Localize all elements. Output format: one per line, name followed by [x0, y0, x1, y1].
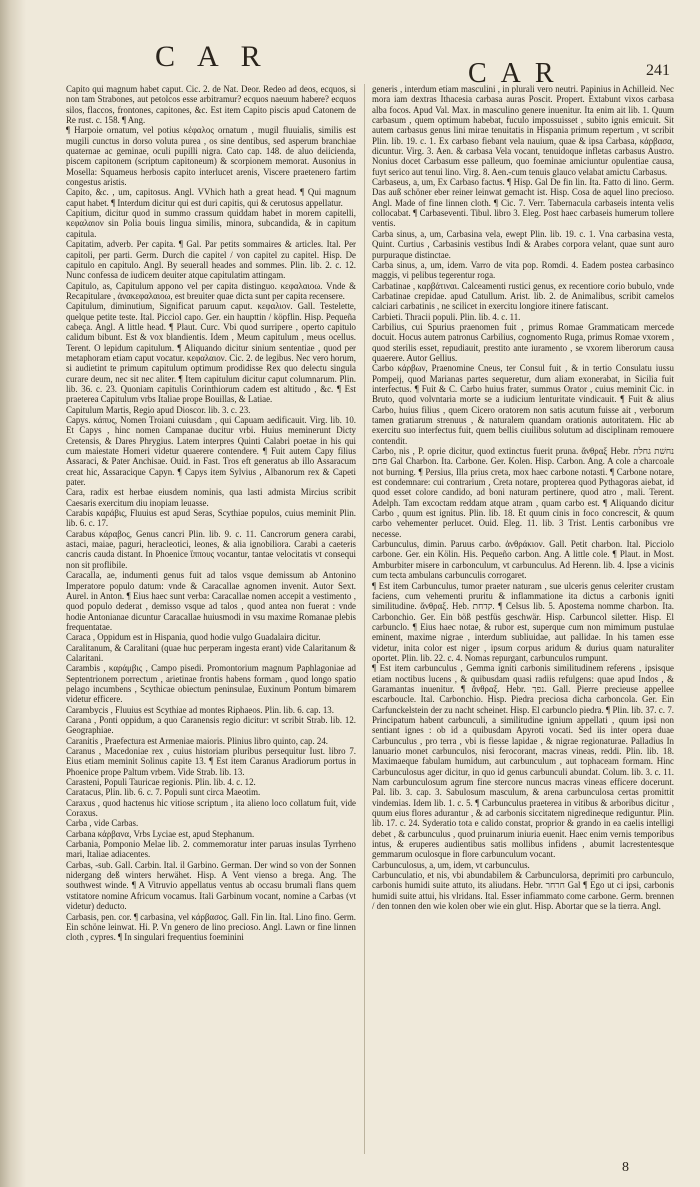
dictionary-entry: Caranus , Macedoniae rex , cuius historiam pluribus persequitur Iust. libro 7. Eius etiam meminit Solinus capite 13. ¶ Est item Caranus Aradiorum portus in Phoenice prope Paltum vrbem. Vide Strab. lib. 13.: [66, 746, 356, 777]
dictionary-entry: Caraca , Oppidum est in Hispania, quod hodie vulgo Guadalaira dicitur.: [66, 632, 321, 643]
dictionary-entry: Capitulum Martis, Regio apud Dioscor. lib. 3. c. 23.: [66, 404, 251, 415]
dictionary-entry: Carbania, Pomponio Melae lib. 2. commemoratur inter paruas insulas Tyrrheno mari, Italiae adiacentes.: [66, 839, 356, 860]
dictionary-entry: Carbas, -sub. Gall. Carbin. Ital. il Garbino. German. Der wind so von der Sonnen nidergang deß winters herwähet. Hisp. A Vent vienso a brega. Ang. The southwest winde. ¶ A Vitruvio appellatus ventus ab occasu brumali flans quem vstitatore nomine Africum vocamus. Itali Garbinum vocant, nomine a Carbas (vt videtur) deducto.: [66, 859, 356, 912]
dictionary-entry: Capys. κάπυς, Nomen Troiani cuiusdam , qui Capuam aedificauit. Virg. lib. 10. Et Capys , hinc nomen Campanae ducitur vrbi. Huius meminerunt Dicty Cretensis, & Dares Phrygius. Latem interpres Quinti Calabri poetae in his qui cum maiestate Homeri videtur quaerere contendere. ¶ Fuit autem Capy filius Assaraci, & Pater Anchisae. Ouid. in Fast. Tros eft generatus ab illo Assaracum creat hic, Assaracique Capyn. ¶ Capys item Sylvius , Albanorum rex & Capeti pater.: [66, 415, 356, 488]
dictionary-entry: Carambis , καράμβις , Campo pisedi. Promontorium magnum Paphlagoniae ad Septentrionem porrectum , arietinae frontis habens formam , quod longo spatio pelago incumbens , Scythicae obiectum peninsulae, Euxinum Pontum bimarem videtur efficere.: [66, 663, 356, 705]
dictionary-entry: Carbatinae , καρβάτιναι. Calceamenti rustici genus, ex recentiore corio bubulo, vnde Carbatinae crepidae. apud Catullum. Arist. lib. 2. de Animalibus, scribit camelos calciari carbatinis , ne scilicet in exercitu longiore itinere fatiscant.: [372, 280, 674, 312]
left-column: [66, 84, 356, 1164]
dictionary-entry: Carana , Ponti oppidum, a quo Caranensis regio dicitur: vt scribit Strab. lib. 12. Geographiae.: [66, 714, 356, 736]
dictionary-entry: Caraxus , quod hactenus hic vitiose scriptum , ita alieno loco collatum fuit, vide Coraxus.: [66, 797, 356, 819]
dictionary-entry: Capitatim, adverb. Per capita. ¶ Gal. Par petits sommaires & articles. Ital. Per capitoli, per parti. Germ. Durch die capitel / von capitel zu capitel. Hisp. De capitulo en capitulo. Angl. By seuerall heades and sommes. Plin. lib. 2. c. 12. Nunc confessa de iudicem deuiter atque capitulatim attingam.: [66, 239, 356, 281]
right-column: [372, 84, 674, 1154]
dictionary-entry: Cara, radix est herbae eiusdem nominis, qua lasti admista Mircius scribit Caesaris exercitum diu inopiam leuasse.: [66, 487, 356, 508]
dictionary-entry: Carbo, nis , P. oprie dicitur, quod extinctus fuerit pruna. ἄνθραξ Hebr. נחשׁת גחלת פחם Gal Charbon. Ita. Carbone. Ger. Kolen. Hisp. Carbon. Ang. A cole a charcoale not burning. ¶ Persius, Illa prius creta, mox haec carbone notasti. ¶ Carbone notare, est condemnare: cui contrarium , Creta notare, propterea quod Pythagoras aiebat, id quod esset colore candido, ad boni naturam pertinere, quod atro , mali. Terent. Adelph. Tam excoctam reddam atque atram , quam carbo est. ¶ Aliquando dicitur Carbo , quum est ignitus. Plin. lib. 18. Et quum cinis in foco concrescit, & quum carbo vehementer perlucet. Ouid. Eleg. 11. lib. 3 Trist. Lentis carbonibus vre necesse.: [372, 446, 674, 539]
right-running-head: CAR: [468, 58, 568, 89]
dictionary-entry: Caranitis , Praefectura est Armeniae maioris. Plinius libro quinto, cap. 24.: [66, 735, 328, 746]
left-running-head: CAR: [155, 40, 283, 73]
dictionary-entry: Carbunculus, dimin. Paruus carbo. ἀνθράκιον. Gall. Petit charbon. Ital. Picciolo carbone. Ger. ein Kölin. His. Pequeño carbon. Ang. A little cole. ¶ Plaut. in Most. Amburbiter misere in carbonculum, vt carbunculus. Ad Herenn. lib. 4. Ipse a vicinis cum tecta ambulans carbunculis corrogaret.: [372, 539, 674, 581]
dictionary-entry: Carba , vide Carbas.: [66, 818, 139, 829]
running-header: [0, 40, 700, 89]
dictionary-entry: Carbo κάρβων, Praenomine Cneus, ter Consul fuit , & in tertio Consulatu iussu Pompeij, quod Marianas partes sequeretur, dum aliam exonerabat, in Sicilia fuit interfectus. ¶ Fuit & C. Carbo huius frater, summus Orator , cuius meminit Cic. in Bruto, quod volvntaria morte se a iudicium lenturitate vindicauit. ¶ Fuit & alius Carbo, huius filius , quem Cicero oratorem non satis acutum fuisse ait , verborum tamen gratiarum strenuus , & naturalem quandam orationis autoritatem. Hic ab exercitu suo interfectus fuit, quem bellis ciuilibus solutum ad disciplinam remouere contendit.: [372, 363, 674, 446]
dictionary-entry: Carasteni, Populi Tauricae regionis. Plin. lib. 4. c. 12.: [66, 777, 256, 788]
dictionary-entry: Carba sinus, a, um, idem. Varro de vita pop. Romdi. 4. Eadem postea carbasinco maggis, vi pelibus tegerentur roga.: [372, 259, 674, 281]
dictionary-entry: Capitium, dicitur quod in summo crassum quiddam habet in morem capitelli, κεφαλαιον sin Polia bouis lingua similis, minora, subcandida, & in capitum capitula.: [66, 208, 356, 239]
dictionary-entry: Carba sinus, a, um, Carbasina vela, ewept Plin. lib. 19. c. 1. Vna carbasina vesta, Quint. Curtius , Carbasinis vestibus Indi & Arabes corpora velant, quae sunt auro purpuraque distinctae.: [372, 228, 674, 260]
dictionary-entry: generis , interdum etiam masculini , in plurali vero neutri. Papinius in Achilleid. Nec mora iam dextras Ithacesia carbasa auras Poscit. Propert. Extabunt vixos carbasa alba focos. Apud Val. Max. in masculino genere inuenitur. Ita enim ait lib. 1. Quum carbasum , quem optimum habebat, fuculo impossuisset , subito ignis emicuit. Sit autem carbasus genus lini mirae tenuitatis in Hispania primum repertum , vt scribit Plin. lib. 19. c. 1. Ex carbaso fiebant vela nauium, quae & ipsa Carbasa, κάρβασα, dicuntur. Virg. 3. Aen. & carbasa Vela vocant, tenuidoque infletas carbasus Austro. Nonius docet Carbasum esse palleum, quo foeminae amiciuntur opulentiae causa, fuyt serico aut tenui lino. Virg. 8. Aen.-cum tenuis glauco velabat amictu Carbasus.: [372, 84, 674, 177]
dictionary-entry: Carbieti. Thracii populi. Plin. lib. 4. c. 11.: [372, 311, 521, 322]
dictionary-entry: Carabus κάραβος, Genus cancri Plin. lib. 9. c. 11. Cancrorum genera carabi, astaci, maiae, paguri, heracleotici, leones, & alia ignobiliora. Carabi a caeteris cancris cauda distant. In Phoenice ἵππους vocantur, tantae velocitatis vt consequi non sit proflibile.: [66, 528, 356, 570]
page-number: 241: [646, 62, 670, 79]
dictionary-entry: Caratacus, Plin. lib. 6. c. 7. Populi sunt circa Maeotim.: [66, 787, 261, 798]
dictionary-entry: Caracalla, ae, indumenti genus fuit ad talos vsque demissum ab Antonino Imperatore populo datum: vnde & Caracallae agnomen invenit. Autor Sext. Aurel. in Anton. ¶ Eius haec sunt verba: Caracallae nomen accepit a vestimento , quod populo dederat , demisso vsque ad talos , quod antea non fuerat : vnde hodie Antonianae dicuntur Caracallae huiusmodi in vsu maxime Romanae plebis frequentatae.: [66, 570, 356, 632]
dictionary-entry: Carbunculosus, a, um, idem, vt carbunculus.: [372, 859, 530, 870]
dictionary-entry: Carambycis , Fluuius est Scythiae ad montes Riphaeos. Plin. lib. 6. cap. 13.: [66, 704, 334, 715]
dictionary-entry: Capito, &c. , um, capitosus. Angl. VVhich hath a great head. ¶ Qui magnum caput habet. ¶ Interdum dicitur qui est duri capitis, qui & cerutosus appellatur.: [66, 187, 356, 208]
dictionary-entry: Carbana κάρβανα, Vrbs Lyciae est, apud Stephanum.: [66, 828, 255, 839]
dictionary-entry: Capitulum, diminutium, Significat paruum caput. κεφαλιον. Gall. Testelette, quelque petite teste. Ital. Picciol capo. Ger. ein haupttin / köpflin. Hisp. Pequeña cabeça. Angl. A little head. ¶ Plaut. Curc. Vbi quod surripere , operto capitulo calidum bibunt. Est & vox blandientis. Idem , Meum capitulum , meus ocellus. Terent. O lepidum capitulum. ¶ Aliquando dicitur sinium sententiae , quod per metaphoram etiam caput vocatur. κεφαλαιον. Cic. 2. de legibus. Nec vero horum, si audietint te primum capitulum optimum prodidisse Rex quo delectu singula curare deum, nec sit nec aliter. ¶ Item capitulum dicitur caput columnarum. Plin. lib. 36. c. 23. Quoniam capitulis Corinthiorum cadem est altitudo , &c. ¶ Est praeterea Capitulum vrbs Italiae prope Bouillas, & Latiae.: [66, 301, 356, 405]
dictionary-entry: Capito qui magnum habet caput. Cic. 2. de Nat. Deor. Redeo ad deos, ecquos, si non tam Strabones, aut petolcos esse arbitramur? ecquos naeuum habere? ecquos silos, flaccos, frontones, capitones, &c. Est item Capito piscis apud Catonem de Re rust. c. 158. ¶ Ang.: [66, 84, 356, 126]
column-divider: [364, 84, 365, 1154]
dictionary-entry: Capitulo, as, Capitulum appono vel per capita distinguo. κεφαλαιοω. Vnde & Recapitulare , ἀνακεφαλαιοω, est breuiter quae dicta sunt per capita recensere.: [66, 280, 356, 301]
dictionary-entry: ¶ Est item carbunculus , Gemma igniti carbonis similitudinem referens , ipsisque etiam noctibus lucens , & quibusdam quasi radiis refulgens: quae apud Indos , & Garamantas inuenitur. ¶ ἄνθραξ. Hebr. נפך. Gall. Pierre precieuse appellee escarboucle. Ital. Carbonchio. Hisp. Piedra preciosa dicha carboncola. Ger. Ein Carfunckelstein der zu nacht scheinet. Hisp. El carbunclo piedra. ¶ Plin. lib. 37. c. 7. Principatum habent carbunculi, a similitudine ignium appellati , quum ipsi non sentiant ignes : ob id a quibusdam Apyroti vocati. Sed iis inter opera duae Carbunculus , pro terra , vbi is fiesse lapidae , & nigrae regionaturae. Palladius In lanuario monet carbunculos, nisi ferocorant, macras vineas, reddi. Plin. lib. 18. Maximaeque fabulam humidum, aut carbunculum , aut tophaceam formam. Hinc Carbunculosus ager dicitur, in quo id genus carbunculi abundat. Colum. lib. 3. c. 11. Nam carbunculosum agrum fine stercore nuncus macras vineas efficere docerunt. Pal. lib. 3. cap. 3. Sabulosum masculum, & arena carbunculosa certas promittit vindemias. Idem lib. 1. c. 5. ¶ Carbunculus praeterea in vitibus & arboribus dicitur , quum eius flores adurantur , & ad carbonis siccitatem nigredineque rediguntur. Plin. lib. 17. c. 24. Syderatio tota e calido constat, proprior & grando in ea caelis intelligi debet , & carbunculus , quod pruinarum iniuria euenit. Haec enim vernis temporibus intus, & eruperes audientibus satis mollibus infidens , abumit lacrestentesque gemmarum oculosque in flore carbunculum vocant.: [372, 663, 674, 860]
dictionary-entry: Caralitanum, & Caralitani (quae huc perperam ingesta erant) vide Calaritanum & Calaritani.: [66, 642, 356, 663]
dictionary-entry: Carbaseus, a, um, Ex Carbaso factus. ¶ Hisp. Gal De fin lin. Ita. Fatto di lino. Germ. Das auß schöner eber reiner leinwat gemacht ist. Hisp. Cosa de aquel lino precioso. Angl. Made of fine linnen cloth. ¶ Cic. 7. Verr. Tabernacula carbaseis intenta velis collocabat. ¶ Carbaseventi. Tibul. libro 3. Eleg. Post haec carbaseis humerum tollere ventis.: [372, 177, 674, 229]
dictionary-entry: ¶ Harpoie ornatum, vel potius κέφαλος ornatum , mugil fluuialis, similis est mugili cunctus in dorso voluta purea , os sine dentibus, sed asperum branchiae quaternae ac geminae, oculi pupilli nigra. Cato cap. 148. de aluo deiicienda, piscem capitonem (scriptum capitoneum) & scorpionem memorat. Ausonius in Mosella: Squameus herbosis capito interlucet arenis, Viscere praetenero fartim congestus aristis.: [66, 125, 356, 188]
dictionary-entry: Carabis καράβις, Fluuius est apud Seras, Scythiae populos, cuius meminit Plin. lib. 6. c. 17.: [66, 508, 356, 529]
dictionary-entry: Carbasis, pen. cor. ¶ carbasina, vel κάρβασος. Gall. Fin lin. Ital. Lino fino. Germ. Ein schöne leinwat. Hi. P. Vn genero de lino precioso. Angl. Lawn or fine linnen cloth , cypres. ¶ In singulari frequentius foeminini: [66, 911, 356, 943]
dictionary-entry: ¶ Est item Carbunculus, tumor praeter naturam , sue ulceris genus celeriter crustam faciens, cum vehementi pruritu & inflammatione ita dictus a carbonis igniti similitudine. ἄνθραξ. Heb. קדחת. ¶ Celsus lib. 5. Apostema nomme charbon. Ita. Carbonchio. Ger. Ein böß pestfüs geschwär. Hisp. Carbuncol siletter. Hisp. El carbunclo. ¶ Eius haec notae, & rubor est, superque cum non mimimum pustulae eminent, maxime nigrae , interdum subliuidae, aut pallidae. In his tamen esse videtur, inita color est niger , ipsum corpus aridum & durius quam naturaliter oportet. Plin. lib. 22. c. 4. Nomas repurgant, carbunculos rumpunt.: [372, 580, 674, 663]
signature-mark: 8: [622, 1160, 629, 1175]
page-gutter: [0, 0, 26, 1187]
dictionary-entry: Carbunculatio, et nis, vbi abundabilem & Carbunculorsa, deprimiti pro carbunculo, carbonis humidi suite attuto, its aliudans. Hebr. חרחר Gal ¶ Ego ut ci ipsi, carbonis humidi suite attui, his vlridans. Ital. Esser infiammato come carbone. Germ. brennen / den tonnen den wie kolen ober wie ein glut. Hisp. Abortar que se la tierra. Angl.: [372, 870, 674, 912]
dictionary-entry: Carbilius, cui Spurius praenomen fuit , primus Romae Grammaticam mercede docuit. Hocus autem patronus Carbilius, cognomento Ruga, primus Romae vxorem , quod sterilis esset, repudiauit, prestito ante iuramento , se vxorem liberorum causa quaerere. Autor Gellius.: [372, 321, 674, 363]
